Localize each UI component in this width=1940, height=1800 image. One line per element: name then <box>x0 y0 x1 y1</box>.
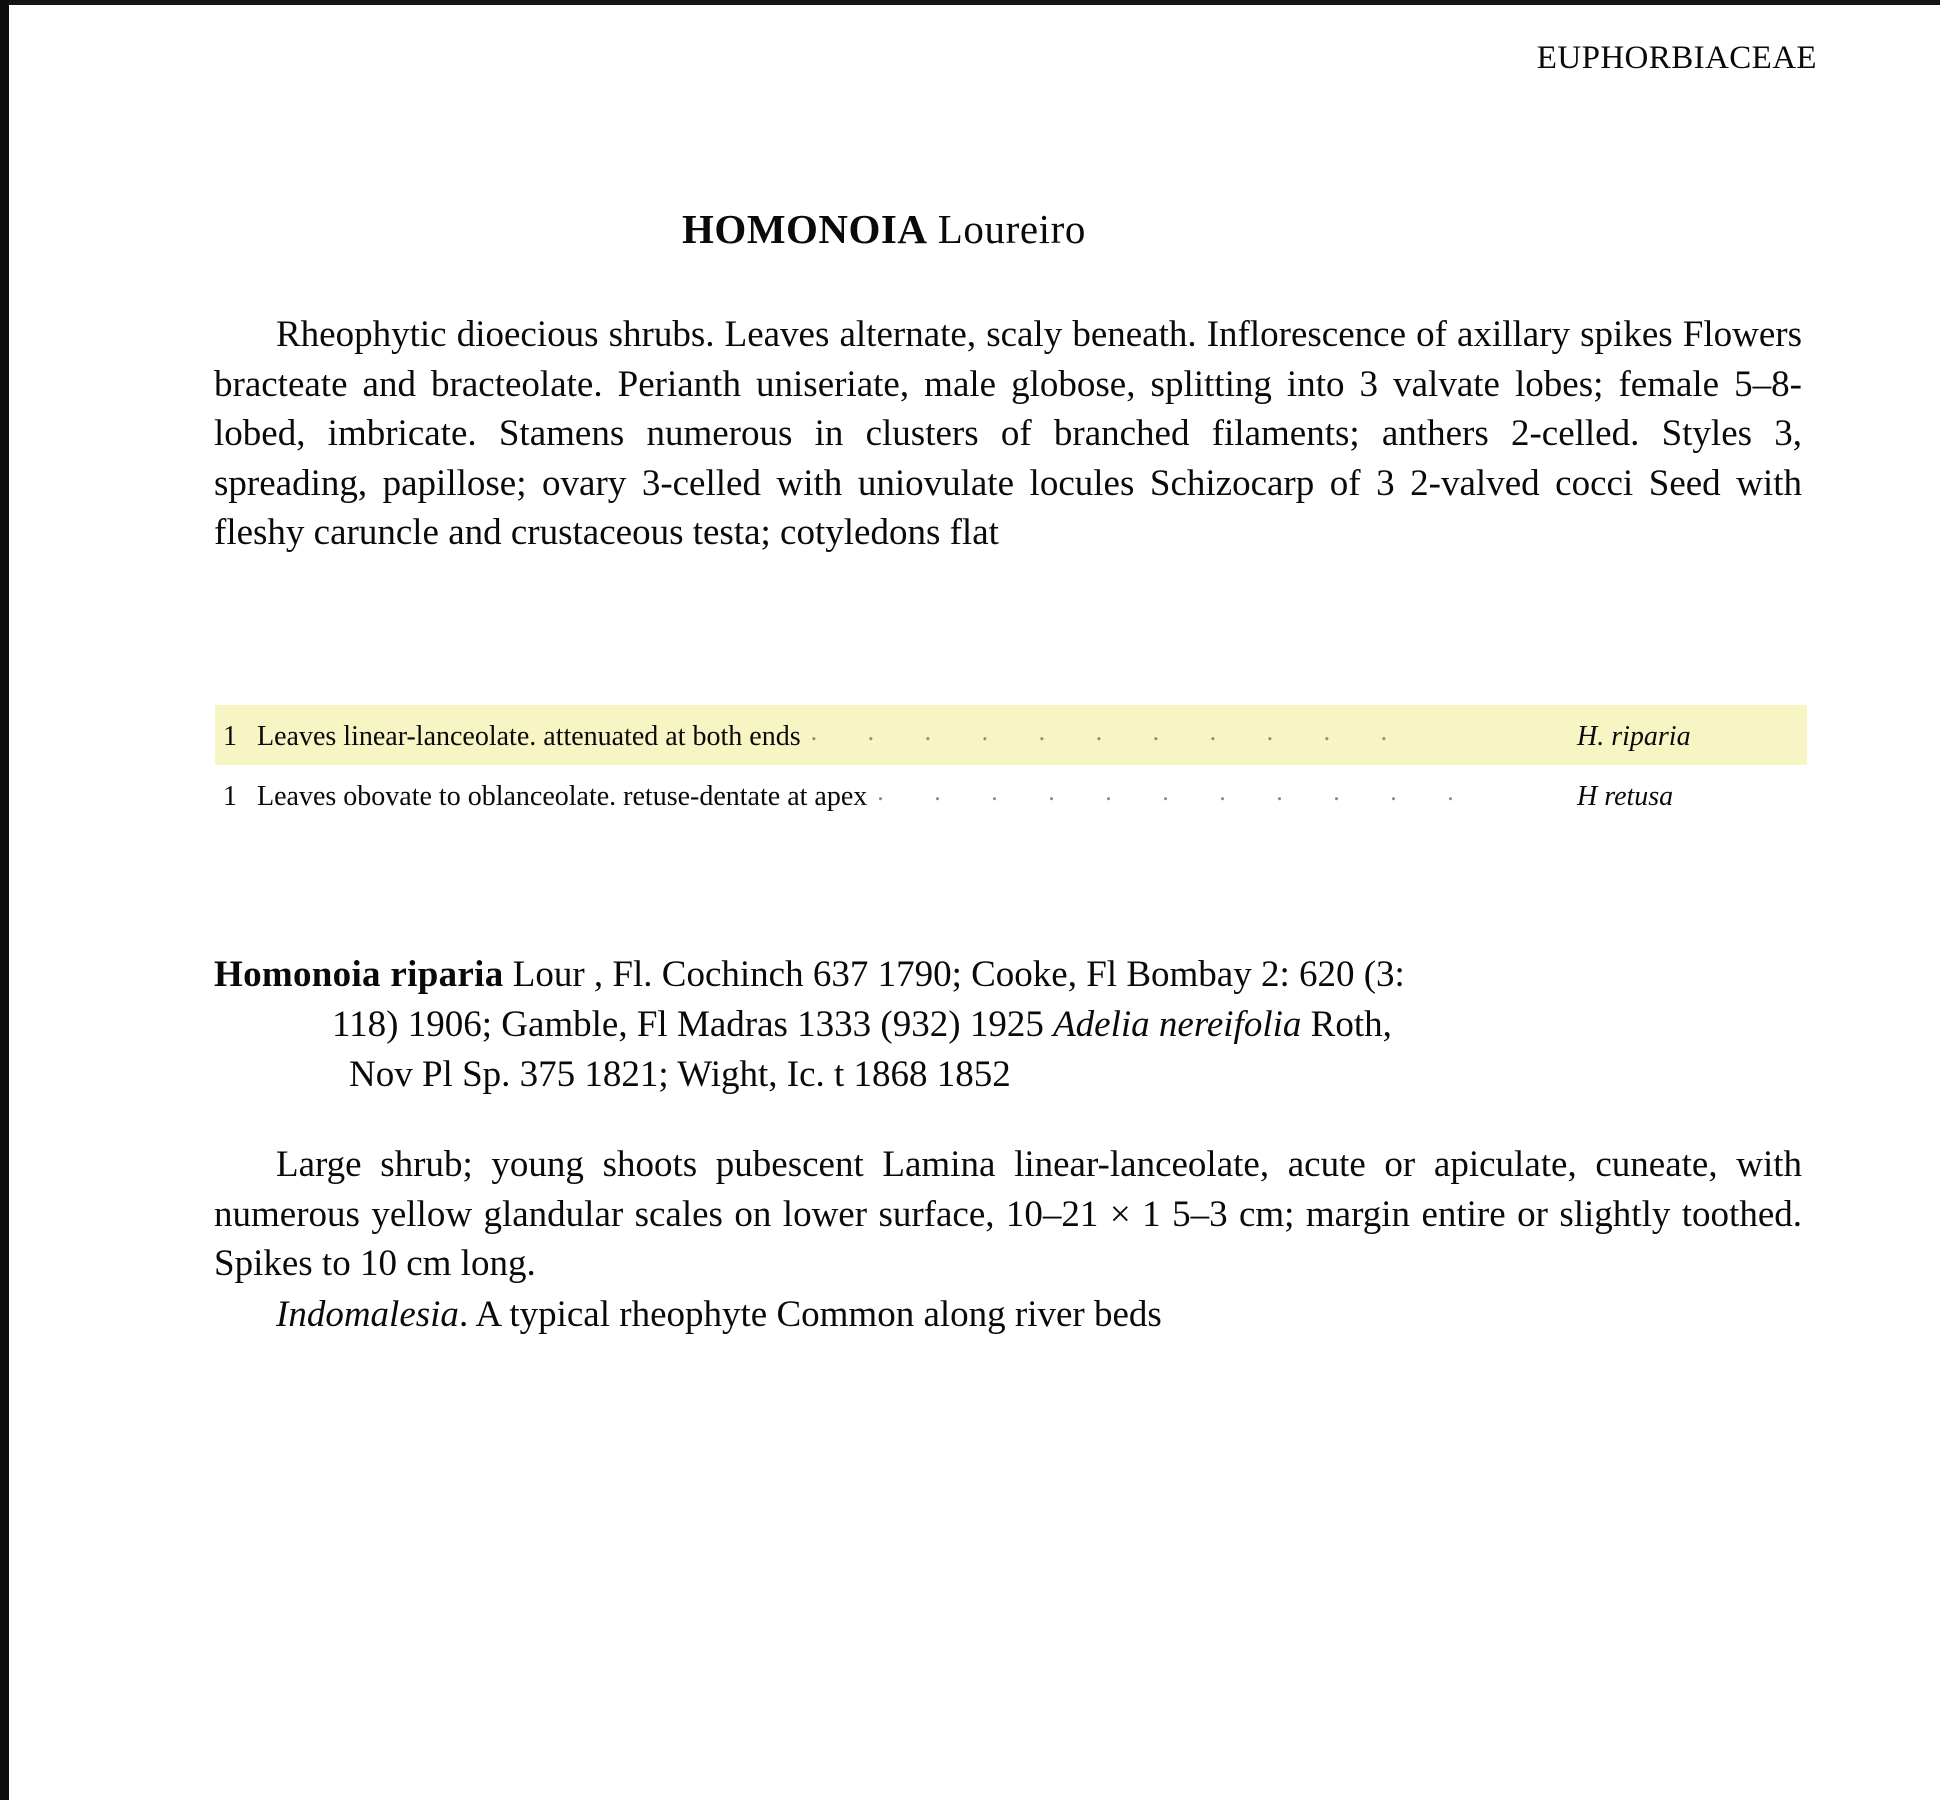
key-row-dot-leader <box>811 717 1567 745</box>
species-citation-line-2-prefix: 118) 1906; Gamble, Fl Madras 1333 (932) 1925 <box>332 1003 1054 1045</box>
species-citation-line-2-suffix: Roth, <box>1301 1003 1392 1045</box>
page-content <box>9 0 1940 1800</box>
key-row-highlighted <box>215 705 1807 765</box>
key-row-number: 1 <box>223 721 237 752</box>
key-row-species-name: H. riparia <box>1577 721 1691 752</box>
species-citation-block <box>214 950 1804 1100</box>
key-row-description: Leaves linear-lanceolate. attenuated at both ends <box>257 721 801 752</box>
species-citation-line-3: Nov Pl Sp. 375 1821; Wight, Ic. t 1868 1852 <box>349 1053 1011 1095</box>
genus-author: Loureiro <box>937 206 1086 252</box>
running-head-family: EUPHORBIACEAE <box>1536 40 1817 76</box>
key-row-number: 1 <box>223 781 237 812</box>
species-description-paragraph: Large shrub; young shoots pubescent Lamina linear-lanceolate, acute or apiculate, cuneate, with numerous yellow glandular scales on lower surface, 10–21 × 1 5–3 cm; margin entire or slightly toothed. Spikes to 10 cm long. <box>214 1144 1802 1285</box>
species-citation-line-2 <box>214 1000 1804 1050</box>
species-citation-line-1 <box>214 950 1804 1000</box>
species-synonym-name: Adelia nereifolia <box>1053 1003 1302 1045</box>
genus-heading <box>9 205 1759 253</box>
species-citation-line-1-rest: Lour , Fl. Cochinch 637 1790; Cooke, Fl Bombay 2: 620 (3: <box>512 954 1405 995</box>
key-row <box>215 765 1807 825</box>
key-row-description: Leaves obovate to oblanceolate. retuse-dentate at apex <box>257 781 868 812</box>
distribution-notes: . A typical rheophyte Common along river beds <box>458 1294 1162 1335</box>
genus-description-paragraph: Rheophytic dioecious shrubs. Leaves alternate, scaly beneath. Inflorescence of axillary spikes Flowers bracteate and bracteolate. Perianth uniseriate, male globose, splitting into 3 valvate lobes; female 5–8-lobed, imbricate. Stamens numerous in clusters of branched filaments; anthers 2-celled. Styles 3, spreading, papillose; ovary 3-celled with uniovulate locules Schizocarp of 3 2-valved cocci Seed with fleshy caruncle and crustaceous testa; cotyledons flat <box>214 314 1802 554</box>
genus-name: HOMONOIA <box>682 206 928 252</box>
key-row-dot-leader <box>877 777 1567 805</box>
species-distribution-paragraph <box>214 1290 1802 1340</box>
scan-edge-left-artifact <box>0 0 9 1800</box>
distribution-region: Indomalesia <box>276 1294 459 1335</box>
identification-key <box>215 705 1807 825</box>
key-row-species-name: H retusa <box>1577 781 1674 812</box>
species-name: Homonoia riparia <box>214 954 504 995</box>
